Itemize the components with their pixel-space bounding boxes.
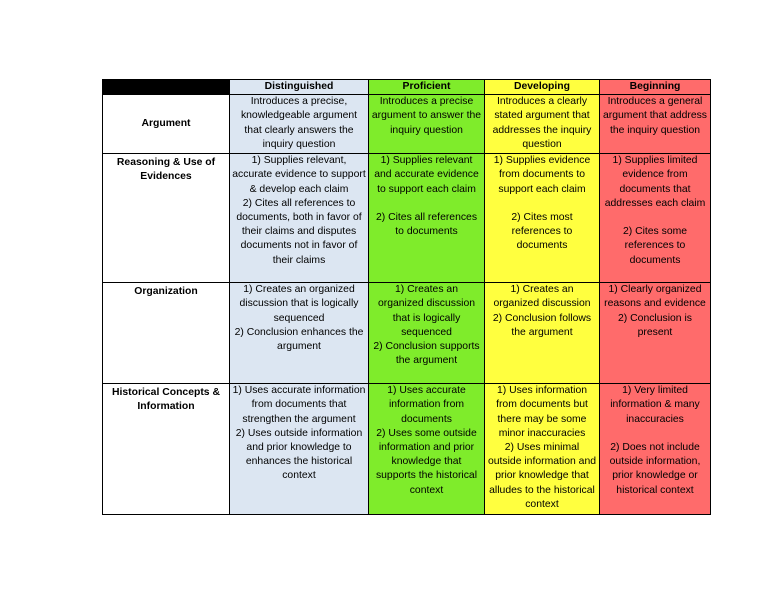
cell-organization-distinguished: 1) Creates an organized discussion that is logically sequenced 2) Conclusion enhances the argument — [230, 283, 369, 384]
table-row — [103, 384, 711, 515]
cell-organization-proficient: 1) Creates an organized discussion that is logically sequenced 2) Conclusion supports the argument — [369, 283, 485, 384]
table-row — [103, 95, 711, 154]
criterion-historical: Historical Concepts & Information — [103, 384, 230, 515]
criterion-reasoning: Reasoning & Use of Evidences — [103, 154, 230, 283]
cell-reasoning-distinguished: 1) Supplies relevant, accurate evidence to support & develop each claim 2) Cites all references to documents, both in favor of their claims and disputes documents not in favor of their claims — [230, 154, 369, 283]
header-developing: Developing — [485, 80, 600, 95]
cell-argument-beginning: Introduces a general argument that address the inquiry question — [600, 95, 711, 154]
table-row — [103, 154, 711, 283]
cell-historical-distinguished: 1) Uses accurate information from documents that strengthen the argument 2) Uses outside information and prior knowledge to enhances the historical context — [230, 384, 369, 515]
header-distinguished: Distinguished — [230, 80, 369, 95]
header-beginning: Beginning — [600, 80, 711, 95]
cell-reasoning-developing: 1) Supplies evidence from documents to support each claim 2) Cites most references to documents — [485, 154, 600, 283]
cell-reasoning-beginning: 1) Supplies limited evidence from documents that addresses each claim 2) Cites some references to documents — [600, 154, 711, 283]
table-row — [103, 283, 711, 384]
header-proficient: Proficient — [369, 80, 485, 95]
cell-historical-developing: 1) Uses information from documents but there may be some minor inaccuracies 2) Uses minimal outside information and prior knowledge that alludes to the historical context — [485, 384, 600, 515]
rubric-table — [102, 79, 711, 515]
cell-historical-proficient: 1) Uses accurate information from documents 2) Uses some outside information and prior knowledge that supports the historical context — [369, 384, 485, 515]
criterion-argument: Argument — [103, 95, 230, 154]
header-row — [103, 80, 711, 95]
cell-reasoning-proficient: 1) Supplies relevant and accurate evidence to support each claim 2) Cites all references to documents — [369, 154, 485, 283]
cell-argument-developing: Introduces a clearly stated argument that addresses the inquiry question — [485, 95, 600, 154]
cell-argument-distinguished: Introduces a precise, knowledgeable argument that clearly answers the inquiry question — [230, 95, 369, 154]
cell-historical-beginning: 1) Very limited information & many inaccuracies 2) Does not include outside information, prior knowledge or historical context — [600, 384, 711, 515]
header-corner — [103, 80, 230, 95]
cell-organization-beginning: 1) Clearly organized reasons and evidence 2) Conclusion is present — [600, 283, 711, 384]
cell-argument-proficient: Introduces a precise argument to answer the inquiry question — [369, 95, 485, 154]
cell-organization-developing: 1) Creates an organized discussion 2) Conclusion follows the argument — [485, 283, 600, 384]
criterion-organization: Organization — [103, 283, 230, 384]
